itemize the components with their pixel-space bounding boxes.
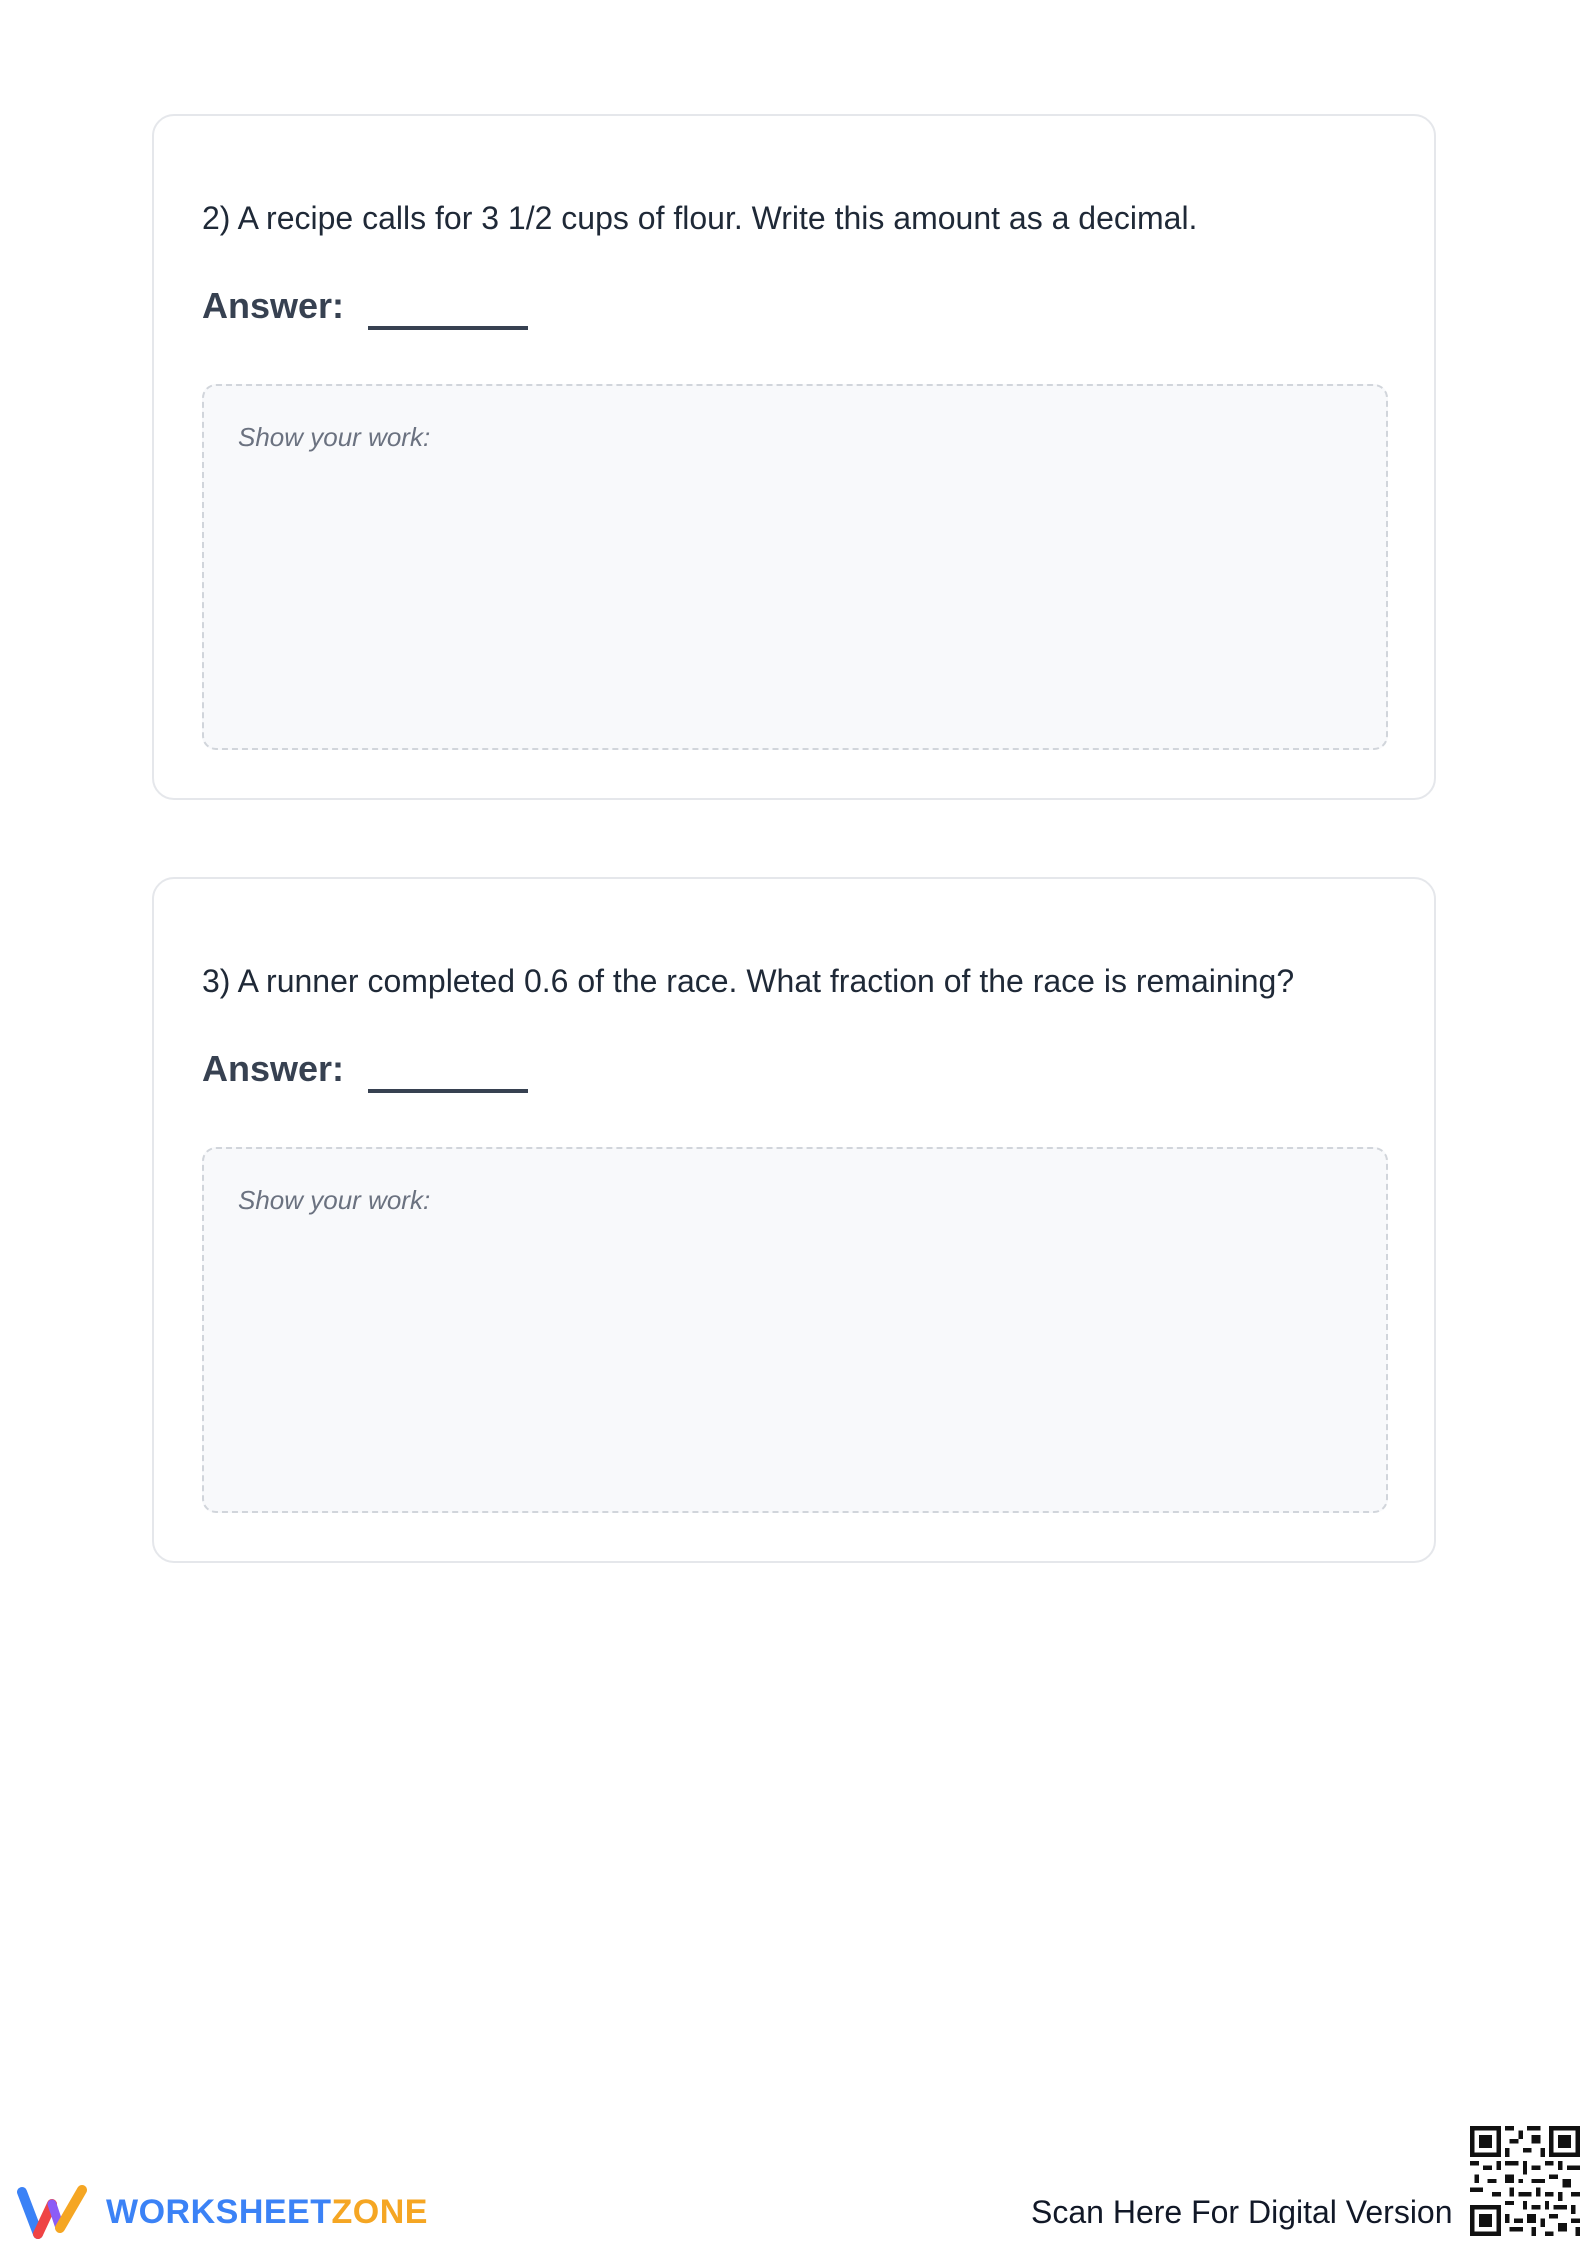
worksheetzone-logo-icon bbox=[16, 2184, 92, 2240]
work-label: Show your work: bbox=[238, 1185, 431, 1215]
logo-wordmark: WORKSHEETZONE bbox=[106, 2193, 428, 2231]
worksheetzone-logo bbox=[16, 2184, 428, 2240]
question-card-2 bbox=[152, 114, 1436, 800]
answer-blank[interactable] bbox=[368, 1089, 528, 1093]
work-area[interactable] bbox=[202, 1147, 1388, 1513]
question-text: 2) A recipe calls for 3 1/2 cups of flour. Write this amount as a decimal. bbox=[202, 200, 1198, 236]
answer-row bbox=[202, 280, 528, 328]
answer-row bbox=[202, 1043, 528, 1091]
answer-blank[interactable] bbox=[368, 326, 528, 330]
question-text: 3) A runner completed 0.6 of the race. What fraction of the race is remaining? bbox=[202, 963, 1295, 999]
scan-instruction: Scan Here For Digital Version bbox=[1031, 2194, 1453, 2230]
answer-label: Answer: bbox=[202, 285, 345, 326]
answer-label: Answer: bbox=[202, 1048, 345, 1089]
qr-code-icon[interactable] bbox=[1470, 2126, 1580, 2236]
work-label: Show your work: bbox=[238, 422, 431, 452]
work-area[interactable] bbox=[202, 384, 1388, 750]
question-card-3 bbox=[152, 877, 1436, 1563]
